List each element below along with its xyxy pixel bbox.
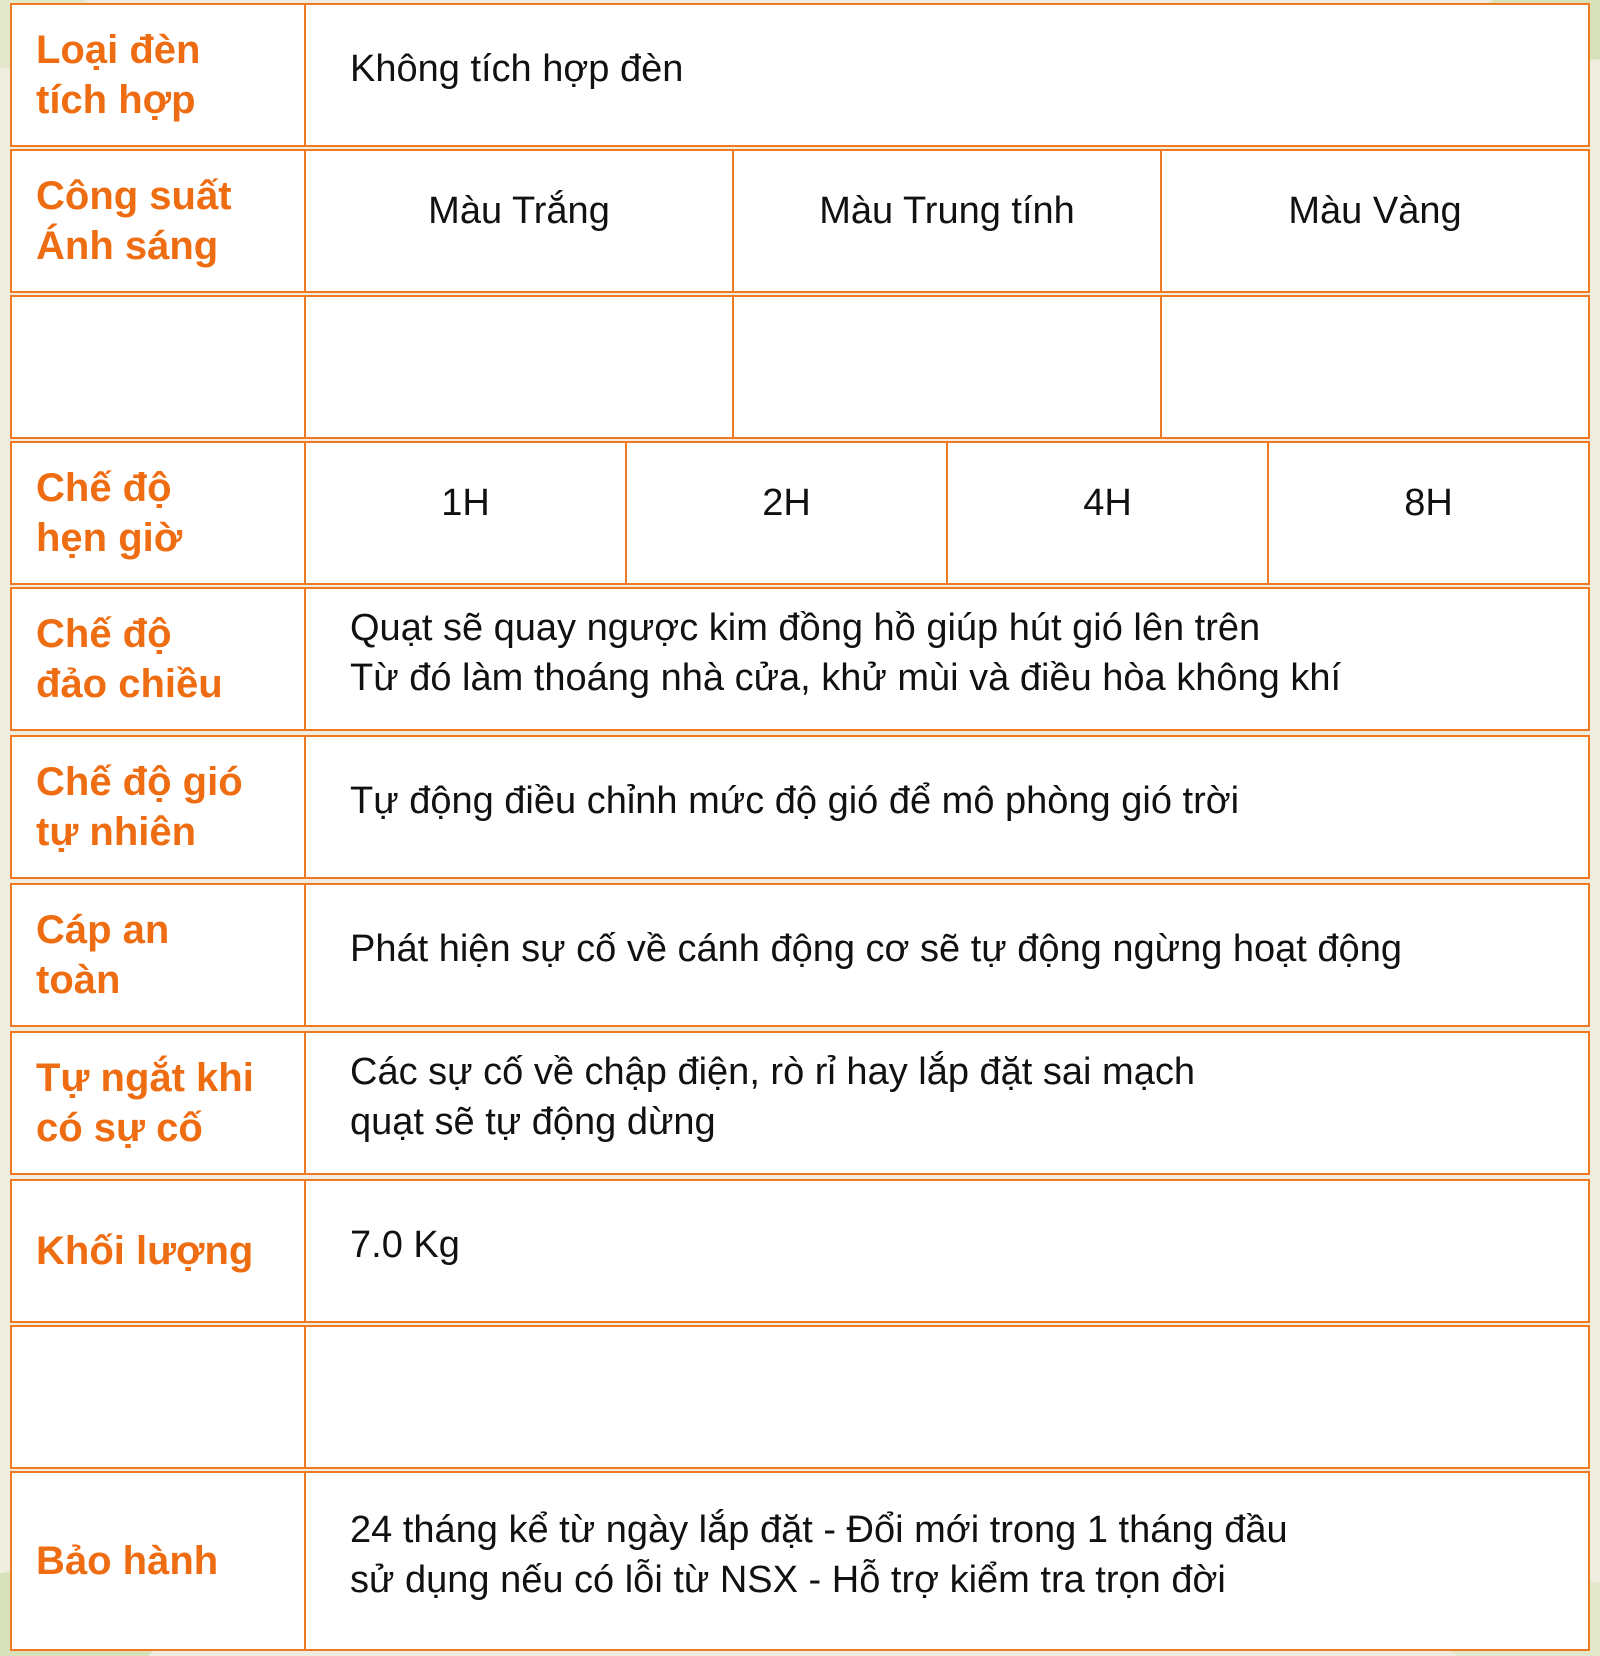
value-cell <box>306 885 1588 1025</box>
value-cell <box>306 1327 1588 1467</box>
light-power-label: Công suất Ánh sáng <box>36 174 232 268</box>
row-timer <box>10 441 1590 585</box>
label-cell <box>12 737 306 877</box>
warranty-label: Bảo hành <box>36 1539 219 1583</box>
timer-cell <box>948 443 1269 583</box>
empty-cell <box>306 297 734 437</box>
row-safety-cable <box>10 883 1590 1027</box>
value-cell <box>306 737 1588 877</box>
row-empty <box>10 1325 1590 1469</box>
label-cell <box>12 5 306 145</box>
value-cell <box>306 589 1588 729</box>
safety-cable-value: Phát hiện sự cố về cánh động cơ sẽ tự động ngừng hoạt động <box>350 928 1402 970</box>
timer-8h: 8H <box>1404 482 1453 524</box>
light-color-yellow: Màu Vàng <box>1288 190 1462 232</box>
timer-label: Chế độ hẹn giờ <box>36 466 183 560</box>
row-reverse <box>10 587 1590 731</box>
light-color-cell <box>306 151 734 291</box>
timer-grid <box>306 443 1588 583</box>
label-cell <box>12 1473 306 1649</box>
row-weight <box>10 1179 1590 1323</box>
natural-wind-value: Tự động điều chỉnh mức độ gió để mô phòng gió trời <box>350 780 1240 822</box>
value-cell <box>306 1181 1588 1321</box>
reverse-label: Chế độ đảo chiều <box>36 612 223 706</box>
safety-cable-label: Cáp an toàn <box>36 908 170 1002</box>
timer-4h: 4H <box>1083 482 1132 524</box>
light-type-value: Không tích hợp đèn <box>350 48 684 90</box>
timer-1h: 1H <box>441 482 490 524</box>
spec-table <box>10 3 1590 1653</box>
empty-cell <box>734 297 1162 437</box>
light-color-cell <box>734 151 1162 291</box>
label-cell <box>12 443 306 583</box>
weight-label: Khối lượng <box>36 1229 254 1273</box>
label-cell <box>12 1033 306 1173</box>
light-type-label: Loại đèn tích hợp <box>36 28 201 122</box>
reverse-value: Quạt sẽ quay ngược kim đồng hồ giúp hút gió lên trên Từ đó làm thoáng nhà cửa, khử mùi và điều hòa không khí <box>350 607 1342 699</box>
row-auto-cutoff <box>10 1031 1590 1175</box>
value-cell <box>306 1033 1588 1173</box>
timer-2h: 2H <box>762 482 811 524</box>
row-light-power <box>10 149 1590 293</box>
timer-cell <box>627 443 948 583</box>
label-cell <box>12 885 306 1025</box>
row-warranty <box>10 1471 1590 1651</box>
auto-cutoff-value: Các sự cố về chập điện, rò rỉ hay lắp đặt sai mạch quạt sẽ tự động dừng <box>350 1051 1195 1143</box>
light-color-neutral: Màu Trung tính <box>819 190 1075 232</box>
timer-cell <box>306 443 627 583</box>
label-cell <box>12 1327 306 1467</box>
weight-value: 7.0 Kg <box>350 1224 460 1266</box>
warranty-value: 24 tháng kể từ ngày lắp đặt - Đổi mới trong 1 tháng đầu sử dụng nếu có lỗi từ NSX - Hỗ trợ kiểm tra trọn đời <box>350 1509 1288 1601</box>
label-cell <box>12 297 306 437</box>
label-cell <box>12 589 306 729</box>
empty-grid <box>306 297 1588 437</box>
light-color-cell <box>1162 151 1588 291</box>
natural-wind-label: Chế độ gió tự nhiên <box>36 760 243 854</box>
light-color-white: Màu Trắng <box>428 190 610 232</box>
label-cell <box>12 1181 306 1321</box>
value-cell <box>306 1473 1588 1649</box>
label-cell <box>12 151 306 291</box>
row-natural-wind <box>10 735 1590 879</box>
light-color-grid <box>306 151 1588 291</box>
row-light-type <box>10 3 1590 147</box>
empty-cell <box>1162 297 1588 437</box>
row-empty-light-values <box>10 295 1590 439</box>
auto-cutoff-label: Tự ngắt khi có sự cố <box>36 1056 254 1150</box>
timer-cell <box>1269 443 1588 583</box>
value-cell <box>306 5 1588 145</box>
